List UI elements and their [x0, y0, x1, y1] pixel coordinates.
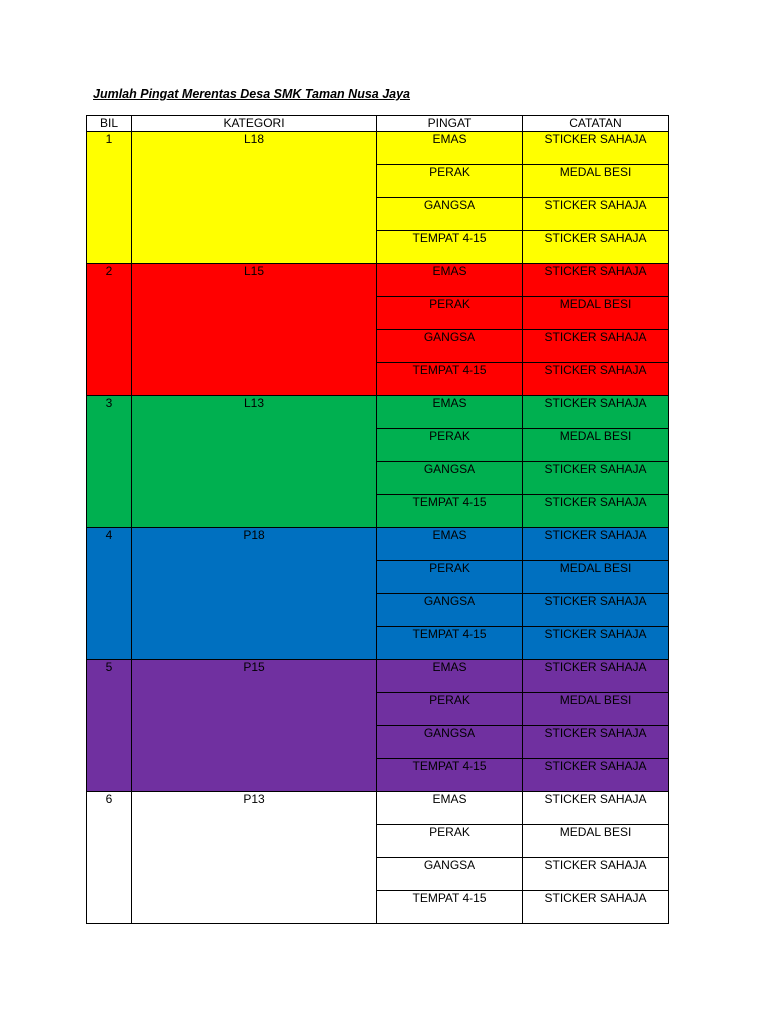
pingat-cell: PERAK — [377, 561, 523, 594]
catatan-cell: STICKER SAHAJA — [523, 396, 669, 429]
catatan-cell: STICKER SAHAJA — [523, 462, 669, 495]
table-row — [87, 396, 669, 429]
header-catatan: CATATAN — [523, 116, 669, 132]
catatan-cell: MEDAL BESI — [523, 825, 669, 858]
table-row — [87, 264, 669, 297]
table-row — [87, 792, 669, 825]
catatan-cell: STICKER SAHAJA — [523, 495, 669, 528]
pingat-cell: EMAS — [377, 660, 523, 693]
pingat-cell: EMAS — [377, 132, 523, 165]
pingat-cell: GANGSA — [377, 858, 523, 891]
catatan-cell: STICKER SAHAJA — [523, 363, 669, 396]
pingat-cell: GANGSA — [377, 594, 523, 627]
pingat-cell: TEMPAT 4-15 — [377, 363, 523, 396]
kategori-cell: P18 — [132, 528, 377, 660]
pingat-cell: GANGSA — [377, 726, 523, 759]
table-header-row — [87, 116, 669, 132]
pingat-cell: TEMPAT 4-15 — [377, 759, 523, 792]
bil-cell: 6 — [87, 792, 132, 924]
header-kategori: KATEGORI — [132, 116, 377, 132]
pingat-cell: TEMPAT 4-15 — [377, 231, 523, 264]
catatan-cell: STICKER SAHAJA — [523, 198, 669, 231]
pingat-cell: GANGSA — [377, 198, 523, 231]
pingat-cell: PERAK — [377, 693, 523, 726]
pingat-cell: PERAK — [377, 825, 523, 858]
catatan-cell: MEDAL BESI — [523, 693, 669, 726]
pingat-cell: TEMPAT 4-15 — [377, 627, 523, 660]
catatan-cell: STICKER SAHAJA — [523, 891, 669, 924]
pingat-cell: EMAS — [377, 396, 523, 429]
medal-table — [86, 115, 669, 924]
catatan-cell: STICKER SAHAJA — [523, 594, 669, 627]
document-title: Jumlah Pingat Merentas Desa SMK Taman Nusa Jaya — [93, 87, 411, 101]
catatan-cell: STICKER SAHAJA — [523, 660, 669, 693]
pingat-cell: GANGSA — [377, 330, 523, 363]
table-body — [87, 132, 669, 924]
table-row — [87, 528, 669, 561]
bil-cell: 3 — [87, 396, 132, 528]
header-pingat: PINGAT — [377, 116, 523, 132]
bil-cell: 4 — [87, 528, 132, 660]
pingat-cell: GANGSA — [377, 462, 523, 495]
catatan-cell: STICKER SAHAJA — [523, 759, 669, 792]
pingat-cell: PERAK — [377, 165, 523, 198]
catatan-cell: STICKER SAHAJA — [523, 726, 669, 759]
pingat-cell: EMAS — [377, 264, 523, 297]
catatan-cell: STICKER SAHAJA — [523, 627, 669, 660]
catatan-cell: STICKER SAHAJA — [523, 330, 669, 363]
kategori-cell: P13 — [132, 792, 377, 924]
catatan-cell: STICKER SAHAJA — [523, 528, 669, 561]
table-row — [87, 132, 669, 165]
kategori-cell: L18 — [132, 132, 377, 264]
catatan-cell: STICKER SAHAJA — [523, 858, 669, 891]
catatan-cell: STICKER SAHAJA — [523, 264, 669, 297]
header-bil: BIL — [87, 116, 132, 132]
catatan-cell: MEDAL BESI — [523, 429, 669, 462]
pingat-cell: EMAS — [377, 792, 523, 825]
bil-cell: 5 — [87, 660, 132, 792]
catatan-cell: STICKER SAHAJA — [523, 231, 669, 264]
catatan-cell: MEDAL BESI — [523, 165, 669, 198]
table-row — [87, 660, 669, 693]
catatan-cell: STICKER SAHAJA — [523, 792, 669, 825]
pingat-cell: TEMPAT 4-15 — [377, 495, 523, 528]
bil-cell: 1 — [87, 132, 132, 264]
pingat-cell: PERAK — [377, 429, 523, 462]
kategori-cell: P15 — [132, 660, 377, 792]
bil-cell: 2 — [87, 264, 132, 396]
pingat-cell: TEMPAT 4-15 — [377, 891, 523, 924]
pingat-cell: EMAS — [377, 528, 523, 561]
kategori-cell: L13 — [132, 396, 377, 528]
kategori-cell: L15 — [132, 264, 377, 396]
catatan-cell: MEDAL BESI — [523, 297, 669, 330]
pingat-cell: PERAK — [377, 297, 523, 330]
catatan-cell: MEDAL BESI — [523, 561, 669, 594]
catatan-cell: STICKER SAHAJA — [523, 132, 669, 165]
